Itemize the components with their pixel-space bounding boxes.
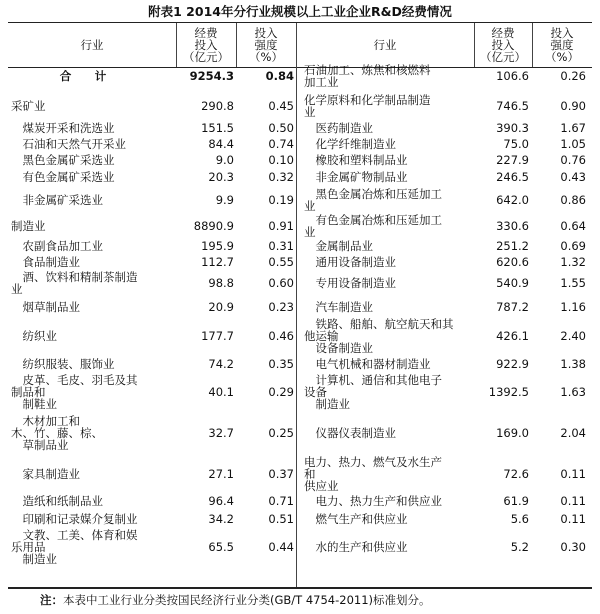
- footnote-label: 注：: [40, 593, 63, 607]
- table-row: [8, 527, 592, 567]
- right-intensity-value: 1.16: [560, 300, 586, 314]
- table-row: [8, 214, 592, 238]
- right-investment-value: 1392.5: [488, 385, 529, 399]
- header-industry-left: 行业: [80, 38, 104, 52]
- table-header: [8, 22, 592, 68]
- table-row: [8, 296, 592, 318]
- right-industry-name: 汽车制造业: [304, 300, 373, 314]
- right-investment-value: 227.9: [496, 153, 529, 167]
- left-investment-value: 9.9: [215, 193, 234, 207]
- left-investment-value: 27.1: [208, 467, 234, 481]
- right-intensity-value: 1.55: [560, 276, 586, 290]
- right-investment-value: 5.2: [510, 540, 529, 554]
- left-investment-value: 20.9: [208, 300, 234, 314]
- right-industry-name: 化学原料和化学制品制造 业: [304, 93, 431, 119]
- left-intensity-value: 0.23: [268, 300, 294, 314]
- header-investment-left: 经费 投入 （亿元）: [183, 26, 229, 64]
- table-row: [8, 63, 592, 89]
- left-industry-name: 非金属矿采选业: [11, 193, 103, 207]
- right-investment-value: 61.9: [503, 494, 529, 508]
- left-intensity-value: 0.35: [268, 357, 294, 371]
- right-industry-name: 医药制造业: [304, 121, 373, 135]
- right-industry-name: 金属制品业: [304, 239, 373, 253]
- right-intensity-value: 0.76: [560, 153, 586, 167]
- right-intensity-value: 0.30: [560, 540, 586, 554]
- left-industry-name: 农副食品加工业: [11, 239, 103, 253]
- left-investment-value: 32.7: [208, 426, 234, 440]
- left-industry-name: 印刷和记录媒介复制业: [11, 511, 138, 526]
- table-row: [8, 120, 592, 136]
- left-investment-value: 65.5: [208, 540, 234, 554]
- table-row: [8, 510, 592, 527]
- right-investment-value: 330.6: [496, 219, 529, 233]
- left-intensity-value: 0.55: [268, 255, 294, 269]
- right-intensity-value: 0.26: [560, 69, 586, 83]
- left-industry-name: 制造业: [11, 219, 46, 233]
- right-industry-name: 电力、热力生产和供应业: [304, 494, 442, 508]
- col-divider: [296, 23, 297, 67]
- right-intensity-value: 0.11: [560, 467, 586, 481]
- table-row: [8, 456, 592, 492]
- right-intensity-value: 0.64: [560, 219, 586, 233]
- table-title: 附表1 2014年分行业规模以上工业企业R&D经费情况: [148, 4, 452, 19]
- right-investment-value: 169.0: [496, 426, 529, 440]
- table-row: [8, 354, 592, 374]
- right-investment-value: 922.9: [496, 357, 529, 371]
- table-row: [8, 136, 592, 152]
- left-investment-value: 74.2: [208, 357, 234, 371]
- right-intensity-value: 1.63: [560, 385, 586, 399]
- header-investment-right: 经费 投入 （亿元）: [480, 26, 526, 64]
- right-investment-value: 620.6: [496, 255, 529, 269]
- right-investment-value: 390.3: [496, 121, 529, 135]
- left-intensity-value: 0.44: [268, 540, 294, 554]
- right-industry-name: 橡胶和塑料制品业: [304, 153, 408, 167]
- right-industry-name: 黑色金属冶炼和压延加工 业: [304, 187, 442, 213]
- right-investment-value: 746.5: [496, 99, 529, 113]
- right-intensity-value: 2.40: [560, 329, 586, 343]
- col-divider: [236, 23, 237, 67]
- right-intensity-value: 0.43: [560, 170, 586, 184]
- left-intensity-value: 0.29: [268, 385, 294, 399]
- left-industry-name: 煤炭开采和洗选业: [11, 121, 115, 135]
- left-intensity-value: 0.60: [268, 276, 294, 290]
- right-investment-value: 426.1: [496, 329, 529, 343]
- right-intensity-value: 0.11: [560, 494, 586, 508]
- left-intensity-value: 0.46: [268, 329, 294, 343]
- col-divider: [176, 23, 177, 67]
- right-investment-value: 246.5: [496, 170, 529, 184]
- left-investment-value: 40.1: [208, 385, 234, 399]
- right-industry-name: 水的生产和供应业: [304, 540, 408, 554]
- right-intensity-value: 0.86: [560, 193, 586, 207]
- left-investment-value: 112.7: [201, 255, 234, 269]
- left-industry-name: 食品制造业: [11, 255, 80, 269]
- left-industry-name: 文教、工美、体育和娱 乐用品 制造业: [11, 528, 138, 566]
- left-intensity-value: 0.84: [265, 69, 294, 83]
- left-investment-value: 195.9: [201, 239, 234, 253]
- table-row: [8, 318, 592, 354]
- right-intensity-value: 0.69: [560, 239, 586, 253]
- right-industry-name: 燃气生产和供应业: [304, 511, 408, 526]
- left-intensity-value: 0.25: [268, 426, 294, 440]
- left-investment-value: 9254.3: [189, 69, 234, 83]
- left-industry-name: 家具制造业: [11, 467, 80, 481]
- right-investment-value: 72.6: [503, 467, 529, 481]
- left-industry-name: 纺织服装、服饰业: [11, 357, 115, 371]
- right-industry-name: 石油加工、炼焦和核燃料 加工业: [304, 63, 431, 89]
- right-industry-name: 专用设备制造业: [304, 276, 396, 290]
- header-industry-right: 行业: [373, 38, 397, 52]
- right-investment-value: 106.6: [496, 69, 529, 83]
- right-industry-name: 有色金属冶炼和压延加工 业: [304, 213, 442, 239]
- table-row: [8, 168, 592, 186]
- footnote: [40, 592, 431, 608]
- table-row: [8, 270, 592, 296]
- left-investment-value: 84.4: [208, 137, 234, 151]
- table-body: [8, 63, 592, 587]
- left-intensity-value: 0.32: [268, 170, 294, 184]
- left-investment-value: 177.7: [201, 329, 234, 343]
- left-investment-value: 34.2: [208, 511, 234, 526]
- left-industry-name: 木材加工和 木、竹、藤、棕、 草制品业: [11, 414, 103, 452]
- table-row: [8, 92, 592, 120]
- left-investment-value: 20.3: [208, 170, 234, 184]
- right-intensity-value: 1.67: [560, 121, 586, 135]
- table-row: [8, 238, 592, 254]
- left-intensity-value: 0.19: [268, 193, 294, 207]
- left-investment-value: 290.8: [201, 99, 234, 113]
- table-row: [8, 410, 592, 456]
- right-intensity-value: 0.11: [560, 511, 586, 526]
- left-industry-name: 合 计: [59, 69, 113, 83]
- left-intensity-value: 0.10: [268, 153, 294, 167]
- right-investment-value: 642.0: [496, 193, 529, 207]
- right-industry-name: 电气机械和器材制造业: [304, 357, 431, 371]
- right-investment-value: 75.0: [503, 137, 529, 151]
- left-intensity-value: 0.71: [268, 494, 294, 508]
- right-industry-name: 化学纤维制造业: [304, 137, 396, 151]
- table-row: [8, 186, 592, 214]
- left-industry-name: 皮革、毛皮、羽毛及其 制品和 制鞋业: [11, 373, 138, 411]
- left-industry-name: 烟草制品业: [11, 300, 80, 314]
- left-intensity-value: 0.91: [268, 219, 294, 233]
- right-industry-name: 非金属矿物制品业: [304, 170, 408, 184]
- left-industry-name: 黑色金属矿采选业: [11, 153, 115, 167]
- right-industry-name: 仪器仪表制造业: [304, 426, 396, 440]
- right-intensity-value: 1.38: [560, 357, 586, 371]
- right-intensity-value: 2.04: [560, 426, 586, 440]
- left-intensity-value: 0.45: [268, 99, 294, 113]
- left-intensity-value: 0.51: [268, 511, 294, 526]
- right-intensity-value: 0.90: [560, 99, 586, 113]
- table-row: [8, 492, 592, 510]
- right-industry-name: 电力、热力、燃气及水生产 和 供应业: [304, 455, 442, 493]
- left-intensity-value: 0.37: [268, 467, 294, 481]
- left-industry-name: 石油和天然气开采业: [11, 137, 126, 151]
- col-divider: [474, 23, 475, 67]
- right-industry-name: 铁路、船舶、航空航天和其 他运输 设备制造业: [304, 317, 454, 355]
- left-industry-name: 采矿业: [11, 99, 46, 113]
- table-row: [8, 152, 592, 168]
- left-investment-value: 8890.9: [193, 219, 234, 233]
- left-intensity-value: 0.50: [268, 121, 294, 135]
- table-row: [8, 254, 592, 270]
- right-investment-value: 5.6: [510, 511, 529, 526]
- left-industry-name: 造纸和纸制品业: [11, 494, 103, 508]
- right-investment-value: 787.2: [496, 300, 529, 314]
- header-intensity-right: 投入 强度 （%）: [545, 26, 579, 64]
- left-intensity-value: 0.31: [268, 239, 294, 253]
- header-intensity-left: 投入 强度 （%）: [249, 26, 283, 64]
- left-industry-name: 酒、饮料和精制茶制造 业: [11, 270, 138, 296]
- left-investment-value: 9.0: [215, 153, 234, 167]
- left-investment-value: 98.8: [208, 276, 234, 290]
- left-investment-value: 96.4: [208, 494, 234, 508]
- left-intensity-value: 0.74: [268, 137, 294, 151]
- col-divider: [532, 23, 533, 67]
- right-industry-name: 通用设备制造业: [304, 255, 396, 269]
- right-intensity-value: 1.32: [560, 255, 586, 269]
- table-bottom-rule: [8, 587, 592, 589]
- left-industry-name: 纺织业: [11, 329, 57, 343]
- footnote-text: 本表中工业行业分类按国民经济行业分类(GB/T 4754-2011)标准划分。: [63, 593, 431, 607]
- left-industry-name: 有色金属矿采选业: [11, 170, 115, 184]
- right-investment-value: 540.9: [496, 276, 529, 290]
- table-row: [8, 374, 592, 410]
- left-investment-value: 151.5: [201, 121, 234, 135]
- right-industry-name: 计算机、通信和其他电子 设备 制造业: [304, 373, 442, 411]
- right-investment-value: 251.2: [496, 239, 529, 253]
- right-intensity-value: 1.05: [560, 137, 586, 151]
